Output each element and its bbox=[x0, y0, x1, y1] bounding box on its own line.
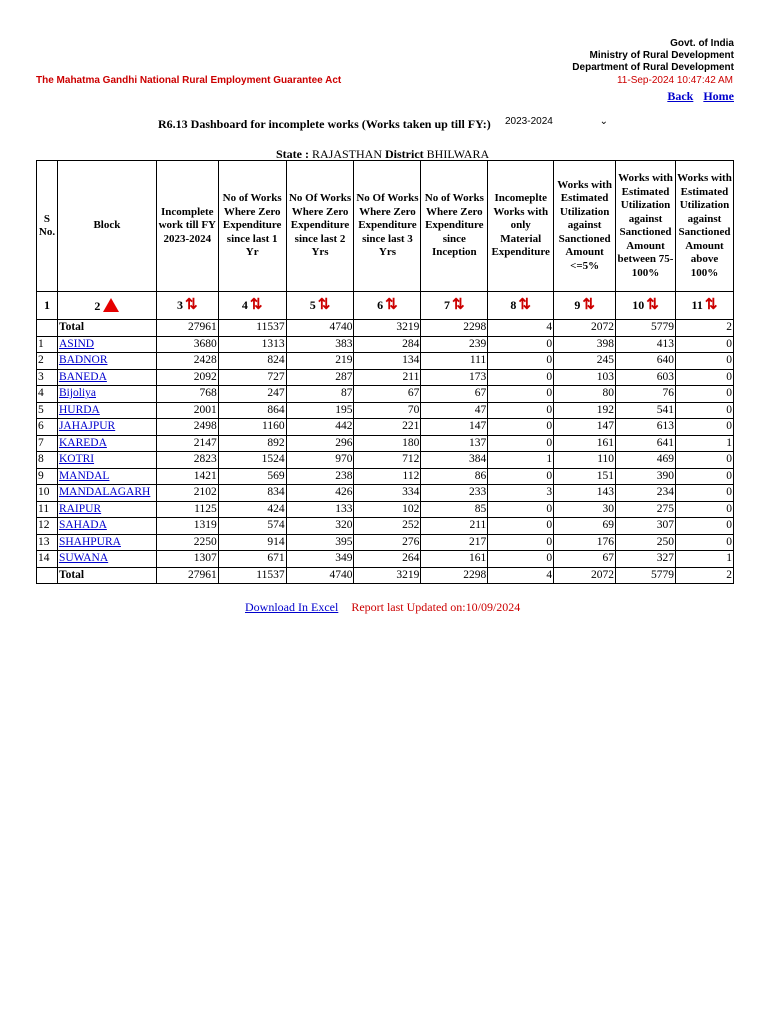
value-cell: 137 bbox=[421, 435, 488, 452]
sno-cell bbox=[37, 320, 58, 337]
value-cell: 914 bbox=[218, 534, 286, 551]
state-value: RAJASTHAN bbox=[312, 147, 383, 161]
value-cell: 469 bbox=[616, 452, 676, 469]
value-cell: 0 bbox=[488, 534, 554, 551]
value-cell: 307 bbox=[616, 518, 676, 535]
column-number-cell[interactable] bbox=[421, 292, 488, 320]
block-link[interactable]: SAHADA bbox=[58, 519, 107, 532]
value-cell: 390 bbox=[616, 468, 676, 485]
table-row bbox=[37, 485, 734, 502]
column-header-11: Works with Estimated Utilization against Sanctioned Amount above 100% bbox=[675, 161, 733, 292]
fy-select[interactable] bbox=[505, 116, 610, 132]
value-cell: 112 bbox=[354, 468, 421, 485]
value-cell: 87 bbox=[286, 386, 354, 403]
value-cell: 133 bbox=[286, 501, 354, 518]
sno-cell: 5 bbox=[37, 402, 58, 419]
block-link[interactable]: RAIPUR bbox=[58, 502, 102, 515]
district-label: District bbox=[385, 147, 424, 161]
table-row bbox=[37, 534, 734, 551]
total-value-cell: 2072 bbox=[554, 320, 616, 337]
value-cell: 0 bbox=[675, 452, 733, 469]
value-cell: 245 bbox=[554, 353, 616, 370]
column-number-cell[interactable] bbox=[218, 292, 286, 320]
sno-cell: 9 bbox=[37, 468, 58, 485]
sno-cell: 10 bbox=[37, 485, 58, 502]
column-header-6: No Of Works Where Zero Expenditure since last 3 Yrs bbox=[354, 161, 421, 292]
total-value-cell: 27961 bbox=[156, 567, 218, 584]
value-cell: 712 bbox=[354, 452, 421, 469]
block-cell bbox=[57, 501, 156, 518]
value-cell: 110 bbox=[554, 452, 616, 469]
column-number-cell[interactable] bbox=[554, 292, 616, 320]
column-number: 2 bbox=[94, 298, 101, 313]
value-cell: 47 bbox=[421, 402, 488, 419]
value-cell: 2250 bbox=[156, 534, 218, 551]
value-cell: 275 bbox=[616, 501, 676, 518]
nav-links bbox=[660, 89, 734, 104]
sort-toggle-icon[interactable]: ⇅ bbox=[452, 297, 465, 313]
table-row bbox=[37, 336, 734, 353]
total-value-cell: 5779 bbox=[616, 567, 676, 584]
block-link[interactable]: KOTRI bbox=[58, 453, 95, 466]
total-value-cell: 5779 bbox=[616, 320, 676, 337]
home-link[interactable]: Home bbox=[703, 89, 734, 103]
total-value-cell: 2298 bbox=[421, 567, 488, 584]
value-cell: 287 bbox=[286, 369, 354, 386]
value-cell: 824 bbox=[218, 353, 286, 370]
value-cell: 2102 bbox=[156, 485, 218, 502]
act-title: The Mahatma Gandhi National Rural Employment Guarantee Act bbox=[36, 75, 342, 86]
value-cell: 426 bbox=[286, 485, 354, 502]
table-row bbox=[37, 468, 734, 485]
value-cell: 0 bbox=[488, 336, 554, 353]
value-cell: 147 bbox=[421, 419, 488, 436]
sort-ascending-icon[interactable] bbox=[103, 298, 119, 312]
value-cell: 0 bbox=[675, 518, 733, 535]
value-cell: 1307 bbox=[156, 551, 218, 568]
value-cell: 284 bbox=[354, 336, 421, 353]
value-cell: 0 bbox=[675, 353, 733, 370]
column-number: 3 bbox=[177, 298, 183, 312]
value-cell: 442 bbox=[286, 419, 354, 436]
value-cell: 147 bbox=[554, 419, 616, 436]
block-link[interactable]: HURDA bbox=[58, 403, 100, 416]
block-link[interactable]: BANEDA bbox=[58, 370, 107, 383]
value-cell: 134 bbox=[354, 353, 421, 370]
value-cell: 0 bbox=[488, 468, 554, 485]
value-cell: 541 bbox=[616, 402, 676, 419]
column-number-cell[interactable] bbox=[286, 292, 354, 320]
value-cell: 30 bbox=[554, 501, 616, 518]
report-title: R6.13 Dashboard for incomplete works (Works taken up till FY:) bbox=[158, 117, 491, 131]
value-cell: 424 bbox=[218, 501, 286, 518]
column-number: 8 bbox=[510, 298, 517, 312]
sort-toggle-icon[interactable]: ⇅ bbox=[249, 297, 263, 313]
value-cell: 2428 bbox=[156, 353, 218, 370]
value-cell: 264 bbox=[354, 551, 421, 568]
value-cell: 176 bbox=[554, 534, 616, 551]
sno-cell: 12 bbox=[37, 518, 58, 535]
report-datetime: 11-Sep-2024 10:47:42 AM bbox=[616, 75, 733, 86]
column-header-1: S No. bbox=[37, 161, 58, 292]
value-cell: 0 bbox=[675, 369, 733, 386]
sno-cell: 7 bbox=[37, 435, 58, 452]
table-row bbox=[37, 419, 734, 436]
value-cell: 413 bbox=[616, 336, 676, 353]
value-cell: 161 bbox=[554, 435, 616, 452]
total-value-cell: 2298 bbox=[421, 320, 488, 337]
value-cell: 569 bbox=[218, 468, 286, 485]
sno-cell: 3 bbox=[37, 369, 58, 386]
block-cell bbox=[57, 435, 156, 452]
total-value-cell: 2072 bbox=[554, 567, 616, 584]
sno-cell: 11 bbox=[37, 501, 58, 518]
value-cell: 0 bbox=[675, 485, 733, 502]
value-cell: 1421 bbox=[156, 468, 218, 485]
value-cell: 247 bbox=[218, 386, 286, 403]
value-cell: 67 bbox=[554, 551, 616, 568]
column-number: 7 bbox=[444, 298, 451, 312]
value-cell: 3680 bbox=[156, 336, 218, 353]
table-row bbox=[37, 435, 734, 452]
value-cell: 970 bbox=[286, 452, 354, 469]
state-label: State : bbox=[276, 147, 309, 161]
value-cell: 0 bbox=[488, 386, 554, 403]
value-cell: 671 bbox=[218, 551, 286, 568]
value-cell: 70 bbox=[354, 402, 421, 419]
value-cell: 143 bbox=[554, 485, 616, 502]
sort-toggle-icon[interactable]: ⇅ bbox=[385, 297, 398, 313]
value-cell: 1125 bbox=[156, 501, 218, 518]
total-value-cell: 4740 bbox=[286, 320, 354, 337]
total-label: Total bbox=[57, 320, 156, 337]
value-cell: 103 bbox=[554, 369, 616, 386]
sort-toggle-icon[interactable]: ⇅ bbox=[518, 297, 531, 313]
district-value: BHILWARA bbox=[426, 147, 490, 161]
value-cell: 864 bbox=[218, 402, 286, 419]
column-number-cell[interactable] bbox=[675, 292, 733, 320]
value-cell: 398 bbox=[554, 336, 616, 353]
column-number: 9 bbox=[574, 298, 581, 312]
value-cell: 1 bbox=[675, 435, 733, 452]
value-cell: 349 bbox=[286, 551, 354, 568]
value-cell: 334 bbox=[354, 485, 421, 502]
block-link[interactable]: JAHAJPUR bbox=[58, 420, 116, 433]
ministry-header bbox=[572, 38, 734, 74]
block-cell bbox=[57, 534, 156, 551]
sno-cell: 14 bbox=[37, 551, 58, 568]
value-cell: 0 bbox=[675, 468, 733, 485]
value-cell: 1 bbox=[488, 452, 554, 469]
value-cell: 0 bbox=[675, 402, 733, 419]
block-cell bbox=[57, 369, 156, 386]
org-line-3: Department of Rural Development bbox=[572, 62, 734, 73]
total-value-cell: 11537 bbox=[218, 320, 286, 337]
value-cell: 211 bbox=[421, 518, 488, 535]
sno-cell: 1 bbox=[37, 336, 58, 353]
column-header-10: Works with Estimated Utilization against Sanctioned Amount between 75-100% bbox=[616, 161, 676, 292]
value-cell: 217 bbox=[421, 534, 488, 551]
column-number-row bbox=[37, 292, 734, 320]
column-number: 11 bbox=[691, 298, 703, 312]
total-value-cell: 3219 bbox=[354, 320, 421, 337]
column-header-8: Incomeplte Works with only Material Expenditure bbox=[488, 161, 554, 292]
value-cell: 0 bbox=[488, 551, 554, 568]
value-cell: 192 bbox=[554, 402, 616, 419]
value-cell: 0 bbox=[675, 336, 733, 353]
chevron-down-icon: ⌄ bbox=[599, 116, 608, 127]
total-value-cell: 27961 bbox=[156, 320, 218, 337]
value-cell: 69 bbox=[554, 518, 616, 535]
column-number-cell[interactable] bbox=[354, 292, 421, 320]
table-row bbox=[37, 386, 734, 403]
value-cell: 3 bbox=[488, 485, 554, 502]
value-cell: 0 bbox=[488, 435, 554, 452]
value-cell: 768 bbox=[156, 386, 218, 403]
total-row bbox=[37, 320, 734, 337]
block-cell bbox=[57, 419, 156, 436]
table-row bbox=[37, 402, 734, 419]
block-link[interactable]: MANDAL bbox=[58, 469, 110, 482]
value-cell: 151 bbox=[554, 468, 616, 485]
column-number: 10 bbox=[632, 298, 645, 312]
value-cell: 1319 bbox=[156, 518, 218, 535]
table-row bbox=[37, 501, 734, 518]
value-cell: 221 bbox=[354, 419, 421, 436]
block-cell bbox=[57, 485, 156, 502]
value-cell: 0 bbox=[488, 353, 554, 370]
block-cell bbox=[57, 336, 156, 353]
sno-cell: 8 bbox=[37, 452, 58, 469]
value-cell: 161 bbox=[421, 551, 488, 568]
footer bbox=[245, 600, 520, 615]
column-header-5: No Of Works Where Zero Expenditure since last 2 Yrs bbox=[286, 161, 354, 292]
total-value-cell: 3219 bbox=[354, 567, 421, 584]
value-cell: 1 bbox=[675, 551, 733, 568]
value-cell: 195 bbox=[286, 402, 354, 419]
value-cell: 892 bbox=[218, 435, 286, 452]
block-link[interactable]: SUWANA bbox=[58, 552, 109, 565]
value-cell: 296 bbox=[286, 435, 354, 452]
value-cell: 1313 bbox=[218, 336, 286, 353]
column-number-cell[interactable] bbox=[57, 292, 156, 320]
column-number-cell[interactable] bbox=[616, 292, 676, 320]
block-cell bbox=[57, 551, 156, 568]
table-row bbox=[37, 369, 734, 386]
value-cell: 0 bbox=[488, 402, 554, 419]
block-cell bbox=[57, 468, 156, 485]
block-link[interactable]: ASIND bbox=[58, 337, 95, 350]
incomplete-works-table bbox=[36, 160, 734, 584]
org-line-2: Ministry of Rural Development bbox=[589, 50, 734, 61]
column-header-7: No of Works Where Zero Expenditure since Inception bbox=[421, 161, 488, 292]
table-row bbox=[37, 452, 734, 469]
table-row bbox=[37, 353, 734, 370]
value-cell: 111 bbox=[421, 353, 488, 370]
sno-cell: 4 bbox=[37, 386, 58, 403]
value-cell: 0 bbox=[675, 419, 733, 436]
sort-toggle-icon[interactable]: ⇅ bbox=[185, 297, 198, 313]
column-header-3: Incomplete work till FY 2023-2024 bbox=[156, 161, 218, 292]
column-number: 1 bbox=[43, 298, 50, 312]
value-cell: 1524 bbox=[218, 452, 286, 469]
total-value-cell: 4 bbox=[488, 320, 554, 337]
value-cell: 2147 bbox=[156, 435, 218, 452]
value-cell: 80 bbox=[554, 386, 616, 403]
download-excel-link[interactable]: Download In Excel bbox=[245, 600, 339, 614]
sno-cell: 2 bbox=[37, 353, 58, 370]
value-cell: 574 bbox=[218, 518, 286, 535]
column-number-cell bbox=[37, 292, 58, 320]
sno-cell: 13 bbox=[37, 534, 58, 551]
last-updated-text: Report last Updated on:10/09/2024 bbox=[351, 600, 521, 614]
value-cell: 383 bbox=[286, 336, 354, 353]
value-cell: 2001 bbox=[156, 402, 218, 419]
sno-cell bbox=[37, 567, 58, 584]
value-cell: 834 bbox=[218, 485, 286, 502]
column-number-cell[interactable] bbox=[488, 292, 554, 320]
value-cell: 0 bbox=[488, 501, 554, 518]
sort-toggle-icon[interactable]: ⇅ bbox=[646, 297, 659, 313]
value-cell: 276 bbox=[354, 534, 421, 551]
total-value-cell: 11537 bbox=[218, 567, 286, 584]
org-line-1: Govt. of India bbox=[670, 38, 734, 49]
total-label: Total bbox=[57, 567, 156, 584]
sno-cell: 6 bbox=[37, 419, 58, 436]
block-link[interactable]: SHAHPURA bbox=[58, 535, 121, 548]
value-cell: 67 bbox=[354, 386, 421, 403]
value-cell: 238 bbox=[286, 468, 354, 485]
value-cell: 239 bbox=[421, 336, 488, 353]
table-row bbox=[37, 551, 734, 568]
block-link[interactable]: MANDALAGARH bbox=[58, 486, 151, 499]
value-cell: 1160 bbox=[218, 419, 286, 436]
column-number: 4 bbox=[241, 298, 248, 312]
block-cell bbox=[57, 518, 156, 535]
value-cell: 0 bbox=[488, 369, 554, 386]
value-cell: 613 bbox=[616, 419, 676, 436]
value-cell: 76 bbox=[616, 386, 676, 403]
total-value-cell: 4 bbox=[488, 567, 554, 584]
value-cell: 0 bbox=[488, 518, 554, 535]
value-cell: 640 bbox=[616, 353, 676, 370]
value-cell: 67 bbox=[421, 386, 488, 403]
block-link[interactable]: Bijoliya bbox=[58, 387, 97, 400]
sort-toggle-icon[interactable]: ⇅ bbox=[582, 297, 595, 313]
value-cell: 86 bbox=[421, 468, 488, 485]
value-cell: 320 bbox=[286, 518, 354, 535]
value-cell: 384 bbox=[421, 452, 488, 469]
value-cell: 0 bbox=[675, 501, 733, 518]
block-cell bbox=[57, 386, 156, 403]
value-cell: 327 bbox=[616, 551, 676, 568]
column-number: 6 bbox=[377, 298, 384, 312]
value-cell: 85 bbox=[421, 501, 488, 518]
value-cell: 641 bbox=[616, 435, 676, 452]
value-cell: 102 bbox=[354, 501, 421, 518]
column-header-4: No of Works Where Zero Expenditure since last 1 Yr bbox=[218, 161, 286, 292]
back-link[interactable]: Back bbox=[667, 89, 694, 103]
sort-toggle-icon[interactable]: ⇅ bbox=[317, 297, 331, 313]
value-cell: 727 bbox=[218, 369, 286, 386]
total-value-cell: 2 bbox=[675, 320, 733, 337]
value-cell: 211 bbox=[354, 369, 421, 386]
value-cell: 2092 bbox=[156, 369, 218, 386]
block-cell bbox=[57, 402, 156, 419]
value-cell: 2823 bbox=[156, 452, 218, 469]
column-header-2: Block bbox=[57, 161, 156, 292]
value-cell: 234 bbox=[616, 485, 676, 502]
value-cell: 0 bbox=[675, 534, 733, 551]
column-header-9: Works with Estimated Utilization against Sanctioned Amount <=5% bbox=[554, 161, 616, 292]
total-row bbox=[37, 567, 734, 584]
total-value-cell: 2 bbox=[675, 567, 733, 584]
value-cell: 0 bbox=[675, 386, 733, 403]
sort-toggle-icon[interactable]: ⇅ bbox=[704, 297, 718, 313]
value-cell: 2498 bbox=[156, 419, 218, 436]
value-cell: 180 bbox=[354, 435, 421, 452]
value-cell: 603 bbox=[616, 369, 676, 386]
block-link[interactable]: BADNOR bbox=[58, 354, 108, 367]
fy-selected-value: 2023-2024 bbox=[505, 116, 553, 127]
value-cell: 395 bbox=[286, 534, 354, 551]
value-cell: 252 bbox=[354, 518, 421, 535]
value-cell: 0 bbox=[488, 419, 554, 436]
table-row bbox=[37, 518, 734, 535]
block-cell bbox=[57, 452, 156, 469]
block-cell bbox=[57, 353, 156, 370]
column-number-cell[interactable] bbox=[156, 292, 218, 320]
column-number: 5 bbox=[309, 298, 316, 312]
block-link[interactable]: KAREDA bbox=[58, 436, 107, 449]
value-cell: 233 bbox=[421, 485, 488, 502]
value-cell: 173 bbox=[421, 369, 488, 386]
value-cell: 250 bbox=[616, 534, 676, 551]
value-cell: 219 bbox=[286, 353, 354, 370]
total-value-cell: 4740 bbox=[286, 567, 354, 584]
